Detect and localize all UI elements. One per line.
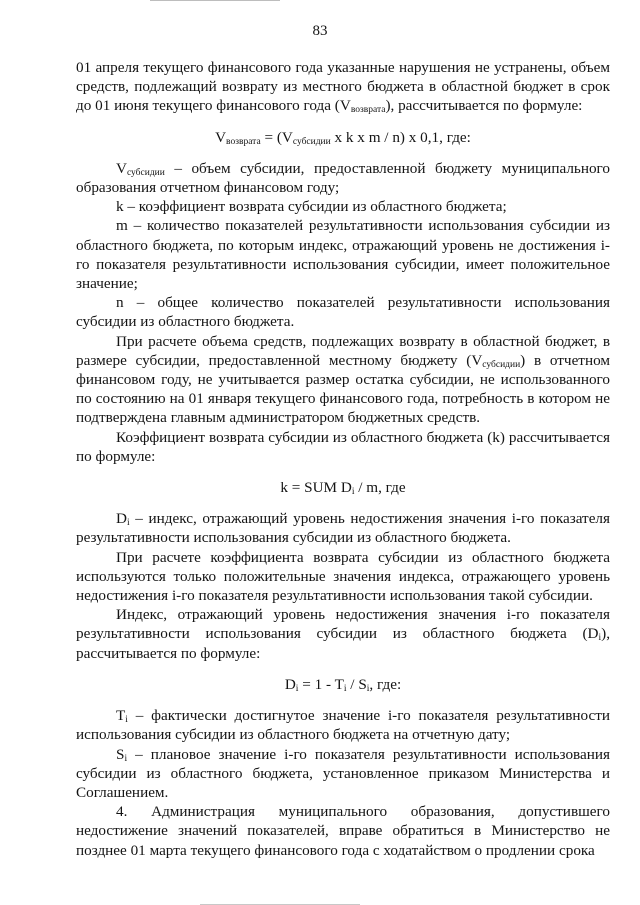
definition-k: k – коэффициент возврата субсидии из областного бюджета; bbox=[116, 198, 507, 216]
document-body bbox=[76, 58, 610, 860]
definition-n: n – общее количество показателей результативности использования субсидии из областного бюджета. bbox=[76, 294, 610, 331]
formula-k: k = SUM $D_i$ / m, где bbox=[280, 479, 406, 498]
paragraph-coefficient: Коэффициент возврата субсидии из областного бюджета (k) рассчитывается по формуле: bbox=[76, 428, 610, 465]
formula-v-return: $V_{возврата} = (V_{субсидии}$ x k x m / n) x 0,1, где: bbox=[215, 128, 471, 147]
paragraph-index: Индекс, отражающий уровень недостижения значения i-го показателя результативности использования субсидии из областного бюджета $(D_i)$, рассчитывается по формуле: bbox=[76, 606, 610, 662]
definition-ti: $T_i$ – фактически достигнутое значение i-го показателя результативности использования субсидии из областного бюджета на отчетную дату; bbox=[76, 707, 610, 744]
page-number: 83 bbox=[312, 23, 328, 39]
definition-v-subsidy: $V_{субсидии}$ – объем субсидии, предоставленной бюджету муниципального образования отчетном финансовом году; bbox=[76, 159, 610, 197]
definition-si: $S_i$ – плановое значение i-го показателя результативности использования субсидии из областного бюджета, установленное приказом Министерства и Соглашением. bbox=[76, 745, 610, 801]
paragraph-subsidy-calc: При расчете объема средств, подлежащих возврату в областной бюджет, в размере субсидии, предоставленной местному бюджету $(V_{субсидии})$ в отчетном финансовом году, не учитывается размер остатка субсидии, не использованного по состоянию на 01 января текущего финансового года, потребность в котором не подтверждена главным администратором бюджетных средств. bbox=[76, 332, 610, 427]
paragraph-intro: 01 апреля текущего финансового года указанные нарушения не устранены, объем средств, подлежащий возврату из местного бюджета в областной бюджет в срок до 01 июня текущего финансового года $(V_{возврата})$, рассчитывается по формуле: bbox=[76, 59, 610, 116]
paragraph-section-4: 4. Администрация муниципального образования, допустившего недостижение значений показателей, вправе обратиться в Министерство не позднее 01 марта текущего финансового года с ходатайством о продлении срока bbox=[76, 803, 610, 859]
definition-m: m – количество показателей результативности использования субсидии из областного бюджета, по которым индекс, отражающий уровень не достижения i-го показателя результативности использования субсидии, имеет положительное значение; bbox=[76, 217, 610, 293]
paragraph-positive-values: При расчете коэффициента возврата субсидии из областного бюджета используются только положительные значения индекса, отражающего уровень недостижения i-го показателя результативности использования такой субсидии. bbox=[76, 548, 610, 605]
scan-edge-mark-top bbox=[150, 0, 280, 1]
definition-di: $D_i$ – индекс, отражающий уровень недостижения значения i-го показателя результативности использования субсидии из областного бюджета. bbox=[76, 510, 610, 547]
formula-di: $D_i = 1 - T_i / S_i$, где: bbox=[284, 675, 402, 694]
